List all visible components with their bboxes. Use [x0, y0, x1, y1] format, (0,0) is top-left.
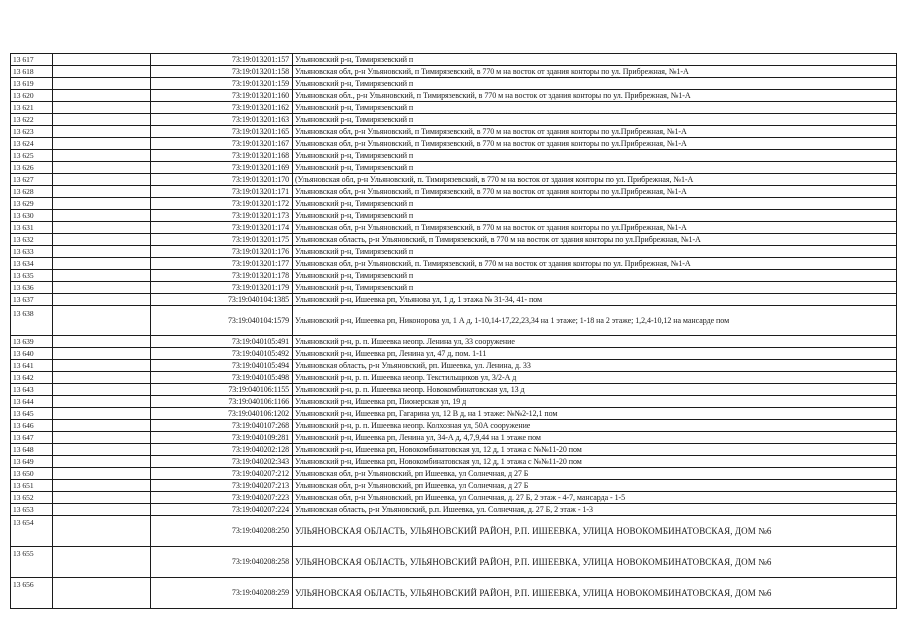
address: УЛЬЯНОВСКАЯ ОБЛАСТЬ, УЛЬЯНОВСКИЙ РАЙОН, Р.П. ИШЕЕВКА, УЛИЦА НОВОКОМБИНАТОВСКАЯ, ДОМ №6	[293, 578, 897, 609]
address: Ульяновский р-н, р. п. Ишеевка неопр. Ленина ул, 33 сооружение	[293, 336, 897, 348]
empty-cell	[53, 282, 151, 294]
empty-cell	[53, 384, 151, 396]
table-row	[11, 456, 897, 468]
empty-cell	[53, 66, 151, 78]
empty-cell	[53, 114, 151, 126]
cadastral-number: 73:19:040109:281	[151, 432, 293, 444]
row-number: 13 639	[11, 336, 53, 348]
row-number: 13 619	[11, 78, 53, 90]
row-number: 13 645	[11, 408, 53, 420]
empty-cell	[53, 126, 151, 138]
table-row	[11, 336, 897, 348]
table-row	[11, 138, 897, 150]
table-row	[11, 174, 897, 186]
row-number: 13 648	[11, 444, 53, 456]
address: Ульяновский р-н, р. п. Ишеевка неопр. Колхозная ул, 50А сооружение	[293, 420, 897, 432]
address: Ульяновский р-н, Ишеевка рп, Никонорова ул, 1 А д, 1-10,14-17,22,23,34 на 1 этаже; 1-18 на 2 этаже; 1,2,4-10,12 на мансарде пом	[293, 306, 897, 336]
table-row	[11, 210, 897, 222]
table-row	[11, 294, 897, 306]
address: Ульяновский р-н, Ишеевка рп, Пионерская ул, 19 д	[293, 396, 897, 408]
empty-cell	[53, 578, 151, 609]
address: (Ульяновская обл, р-н Ульяновский, п. Тимирязевский, в 770 м на восток от здания конторы по ул. Прибрежная, №1-А	[293, 174, 897, 186]
empty-cell	[53, 360, 151, 372]
empty-cell	[53, 468, 151, 480]
table-row	[11, 114, 897, 126]
row-number: 13 641	[11, 360, 53, 372]
table-row	[11, 198, 897, 210]
row-number: 13 626	[11, 162, 53, 174]
table-row	[11, 578, 897, 609]
cadastral-number: 73:19:013201:175	[151, 234, 293, 246]
address: Ульяновский р-н, р. п. Ишеевка неопр. Новокомбинатовская ул, 13 д	[293, 384, 897, 396]
empty-cell	[53, 306, 151, 336]
address: Ульяновский р-н, Тимирязевский п	[293, 78, 897, 90]
row-number: 13 632	[11, 234, 53, 246]
table-row	[11, 432, 897, 444]
row-number: 13 643	[11, 384, 53, 396]
cadastral-number: 73:19:040104:1385	[151, 294, 293, 306]
address: Ульяновская область, р-н Ульяновский, п Тимирязевский, в 770 м на восток от здания конторы по ул.Прибрежная, №1-А	[293, 234, 897, 246]
cadastral-number: 73:19:013201:174	[151, 222, 293, 234]
table-row	[11, 126, 897, 138]
cadastral-number: 73:19:040208:259	[151, 578, 293, 609]
table-row	[11, 150, 897, 162]
empty-cell	[53, 456, 151, 468]
row-number: 13 652	[11, 492, 53, 504]
cadastral-number: 73:19:040106:1166	[151, 396, 293, 408]
address: Ульяновский р-н, Ишеевка рп, Новокомбинатовская ул, 12 д, 1 этажа с №№11-20 пом	[293, 456, 897, 468]
cadastral-number: 73:19:013201:168	[151, 150, 293, 162]
table-row	[11, 306, 897, 336]
row-number: 13 654	[11, 516, 53, 547]
table-row	[11, 492, 897, 504]
table-row	[11, 102, 897, 114]
table-row	[11, 282, 897, 294]
empty-cell	[53, 372, 151, 384]
address: Ульяновский р-н, Тимирязевский п	[293, 54, 897, 66]
cadastral-number: 73:19:040105:492	[151, 348, 293, 360]
empty-cell	[53, 348, 151, 360]
table-row	[11, 444, 897, 456]
cadastral-number: 73:19:013201:173	[151, 210, 293, 222]
table-row	[11, 468, 897, 480]
address: Ульяновская область, р-н Ульяновский, р.п. Ишеевка, ул. Солнечная, д. 27 Б, 2 этаж - 1-3	[293, 504, 897, 516]
row-number: 13 628	[11, 186, 53, 198]
cadastral-number: 73:19:013201:160	[151, 90, 293, 102]
table-row	[11, 234, 897, 246]
row-number: 13 642	[11, 372, 53, 384]
row-number: 13 651	[11, 480, 53, 492]
row-number: 13 638	[11, 306, 53, 336]
address: Ульяновский р-н, Ишеевка рп, Ульянова ул, 1 д, 1 этажа № 31-34, 41- пом	[293, 294, 897, 306]
empty-cell	[53, 210, 151, 222]
address: Ульяновский р-н, Тимирязевский п	[293, 102, 897, 114]
empty-cell	[53, 444, 151, 456]
address: Ульяновская обл, р-н Ульяновский, рп Ишеевка, ул Солнечная, д 27 Б	[293, 480, 897, 492]
address: Ульяновская обл, р-н Ульяновский, п Тимирязевский, в 770 м на восток от здания конторы по ул.Прибрежная, №1-А	[293, 222, 897, 234]
row-number: 13 623	[11, 126, 53, 138]
address: Ульяновский р-н, Ишеевка рп, Ленина ул, 34-А д, 4,7,9,44 на 1 этаже пом	[293, 432, 897, 444]
cadastral-number: 73:19:040105:498	[151, 372, 293, 384]
register-rows	[11, 54, 897, 609]
address: Ульяновская обл, р-н Ульяновский, п Тимирязевский, в 770 м на восток от здания конторы по ул.Прибрежная, №1-А	[293, 186, 897, 198]
empty-cell	[53, 198, 151, 210]
address: Ульяновский р-н, Тимирязевский п	[293, 162, 897, 174]
row-number: 13 631	[11, 222, 53, 234]
empty-cell	[53, 138, 151, 150]
property-register-table	[10, 53, 897, 609]
address: Ульяновская область, р-н Ульяновский, рп. Ишеевка, ул. Ленина, д. 33	[293, 360, 897, 372]
row-number: 13 644	[11, 396, 53, 408]
cadastral-number: 73:19:040202:343	[151, 456, 293, 468]
table-row	[11, 384, 897, 396]
address: Ульяновский р-н, Тимирязевский п	[293, 282, 897, 294]
row-number: 13 635	[11, 270, 53, 282]
cadastral-number: 73:19:040207:212	[151, 468, 293, 480]
cadastral-number: 73:19:040208:258	[151, 547, 293, 578]
cadastral-number: 73:19:040207:224	[151, 504, 293, 516]
empty-cell	[53, 294, 151, 306]
row-number: 13 633	[11, 246, 53, 258]
table-row	[11, 222, 897, 234]
cadastral-number: 73:19:013201:176	[151, 246, 293, 258]
address: УЛЬЯНОВСКАЯ ОБЛАСТЬ, УЛЬЯНОВСКИЙ РАЙОН, Р.П. ИШЕЕВКА, УЛИЦА НОВОКОМБИНАТОВСКАЯ, ДОМ №6	[293, 547, 897, 578]
empty-cell	[53, 162, 151, 174]
cadastral-number: 73:19:013201:163	[151, 114, 293, 126]
empty-cell	[53, 102, 151, 114]
row-number: 13 630	[11, 210, 53, 222]
empty-cell	[53, 480, 151, 492]
table-row	[11, 258, 897, 270]
empty-cell	[53, 258, 151, 270]
cadastral-number: 73:19:013201:179	[151, 282, 293, 294]
empty-cell	[53, 492, 151, 504]
table-row	[11, 78, 897, 90]
table-row	[11, 372, 897, 384]
table-row	[11, 348, 897, 360]
cadastral-number: 73:19:013201:162	[151, 102, 293, 114]
address: Ульяновская обл., р-н Ульяновский, п Тимирязевский, в 770 м на восток от здания конторы по ул. Прибрежная, №1-А	[293, 90, 897, 102]
row-number: 13 629	[11, 198, 53, 210]
empty-cell	[53, 222, 151, 234]
table-row	[11, 90, 897, 102]
table-row	[11, 186, 897, 198]
row-number: 13 647	[11, 432, 53, 444]
table-row	[11, 162, 897, 174]
row-number: 13 653	[11, 504, 53, 516]
empty-cell	[53, 150, 151, 162]
row-number: 13 655	[11, 547, 53, 578]
address: УЛЬЯНОВСКАЯ ОБЛАСТЬ, УЛЬЯНОВСКИЙ РАЙОН, Р.П. ИШЕЕВКА, УЛИЦА НОВОКОМБИНАТОВСКАЯ, ДОМ №6	[293, 516, 897, 547]
empty-cell	[53, 504, 151, 516]
cadastral-number: 73:19:013201:167	[151, 138, 293, 150]
empty-cell	[53, 78, 151, 90]
cadastral-number: 73:19:013201:177	[151, 258, 293, 270]
cadastral-number: 73:19:013201:178	[151, 270, 293, 282]
address: Ульяновский р-н, р. п. Ишеевка неопр. Текстильщиков ул, 3/2-А д	[293, 372, 897, 384]
empty-cell	[53, 90, 151, 102]
address: Ульяновский р-н, Тимирязевский п	[293, 150, 897, 162]
table-row	[11, 420, 897, 432]
empty-cell	[53, 547, 151, 578]
row-number: 13 622	[11, 114, 53, 126]
row-number: 13 620	[11, 90, 53, 102]
row-number: 13 621	[11, 102, 53, 114]
address: Ульяновская обл, р-н Ульяновский, п Тимирязевский, в 770 м на восток от здания конторы по ул.Прибрежная, №1-А	[293, 138, 897, 150]
cadastral-number: 73:19:040107:268	[151, 420, 293, 432]
address: Ульяновский р-н, Ишеевка рп, Гагарина ул, 12 В д, на 1 этаже: №№2-12,1 пом	[293, 408, 897, 420]
cadastral-number: 73:19:040106:1202	[151, 408, 293, 420]
cadastral-number: 73:19:040208:250	[151, 516, 293, 547]
empty-cell	[53, 420, 151, 432]
address: Ульяновский р-н, Ишеевка рп, Ленина ул, 47 д, пом. 1-11	[293, 348, 897, 360]
row-number: 13 656	[11, 578, 53, 609]
row-number: 13 646	[11, 420, 53, 432]
row-number: 13 627	[11, 174, 53, 186]
address: Ульяновский р-н, Тимирязевский п	[293, 198, 897, 210]
empty-cell	[53, 186, 151, 198]
table-row	[11, 516, 897, 547]
address: Ульяновский р-н, Тимирязевский п	[293, 246, 897, 258]
cadastral-number: 73:19:040105:491	[151, 336, 293, 348]
cadastral-number: 73:19:013201:172	[151, 198, 293, 210]
table-row	[11, 408, 897, 420]
row-number: 13 624	[11, 138, 53, 150]
table-row	[11, 396, 897, 408]
row-number: 13 634	[11, 258, 53, 270]
row-number: 13 636	[11, 282, 53, 294]
cadastral-number: 73:19:013201:170	[151, 174, 293, 186]
cadastral-number: 73:19:040104:1579	[151, 306, 293, 336]
cadastral-number: 73:19:040105:494	[151, 360, 293, 372]
address: Ульяновская обл, р-н Ульяновский, рп Ишеевка, ул Солнечная, д 27 Б	[293, 468, 897, 480]
table-row	[11, 54, 897, 66]
cadastral-number: 73:19:013201:159	[151, 78, 293, 90]
empty-cell	[53, 246, 151, 258]
table-row	[11, 504, 897, 516]
address: Ульяновская обл, р-н Ульяновский, п. Тимирязевский, в 770 м на восток от здания конторы по ул. Прибрежная, №1-А	[293, 258, 897, 270]
row-number: 13 650	[11, 468, 53, 480]
empty-cell	[53, 516, 151, 547]
address: Ульяновская обл, р-н Ульяновский, п Тимирязевский, в 770 м на восток от здания конторы по ул. Прибрежная, №1-А	[293, 66, 897, 78]
address: Ульяновский р-н, Тимирязевский п	[293, 210, 897, 222]
address: Ульяновская обл, р-н Ульяновский, рп Ишеевка, ул Солнечная, д. 27 Б, 2 этаж - 4-7, мансарда - 1-5	[293, 492, 897, 504]
empty-cell	[53, 408, 151, 420]
table-row	[11, 246, 897, 258]
empty-cell	[53, 336, 151, 348]
cadastral-number: 73:19:013201:171	[151, 186, 293, 198]
empty-cell	[53, 396, 151, 408]
row-number: 13 637	[11, 294, 53, 306]
cadastral-number: 73:19:040106:1155	[151, 384, 293, 396]
cadastral-number: 73:19:013201:169	[151, 162, 293, 174]
empty-cell	[53, 270, 151, 282]
cadastral-number: 73:19:040207:213	[151, 480, 293, 492]
address: Ульяновский р-н, Ишеевка рп, Новокомбинатовская ул, 12 д, 1 этажа с №№11-20 пом	[293, 444, 897, 456]
empty-cell	[53, 174, 151, 186]
table-row	[11, 480, 897, 492]
row-number: 13 625	[11, 150, 53, 162]
address: Ульяновский р-н, Тимирязевский п	[293, 270, 897, 282]
cadastral-number: 73:19:013201:157	[151, 54, 293, 66]
table-row	[11, 270, 897, 282]
table-row	[11, 66, 897, 78]
cadastral-number: 73:19:013201:158	[151, 66, 293, 78]
empty-cell	[53, 234, 151, 246]
row-number: 13 649	[11, 456, 53, 468]
row-number: 13 617	[11, 54, 53, 66]
row-number: 13 618	[11, 66, 53, 78]
address: Ульяновская обл, р-н Ульяновский, п Тимирязевский, в 770 м на восток от здания конторы по ул.Прибрежная, №1-А	[293, 126, 897, 138]
cadastral-number: 73:19:040202:128	[151, 444, 293, 456]
empty-cell	[53, 54, 151, 66]
table-row	[11, 360, 897, 372]
address: Ульяновский р-н, Тимирязевский п	[293, 114, 897, 126]
cadastral-number: 73:19:013201:165	[151, 126, 293, 138]
cadastral-number: 73:19:040207:223	[151, 492, 293, 504]
row-number: 13 640	[11, 348, 53, 360]
empty-cell	[53, 432, 151, 444]
table-row	[11, 547, 897, 578]
